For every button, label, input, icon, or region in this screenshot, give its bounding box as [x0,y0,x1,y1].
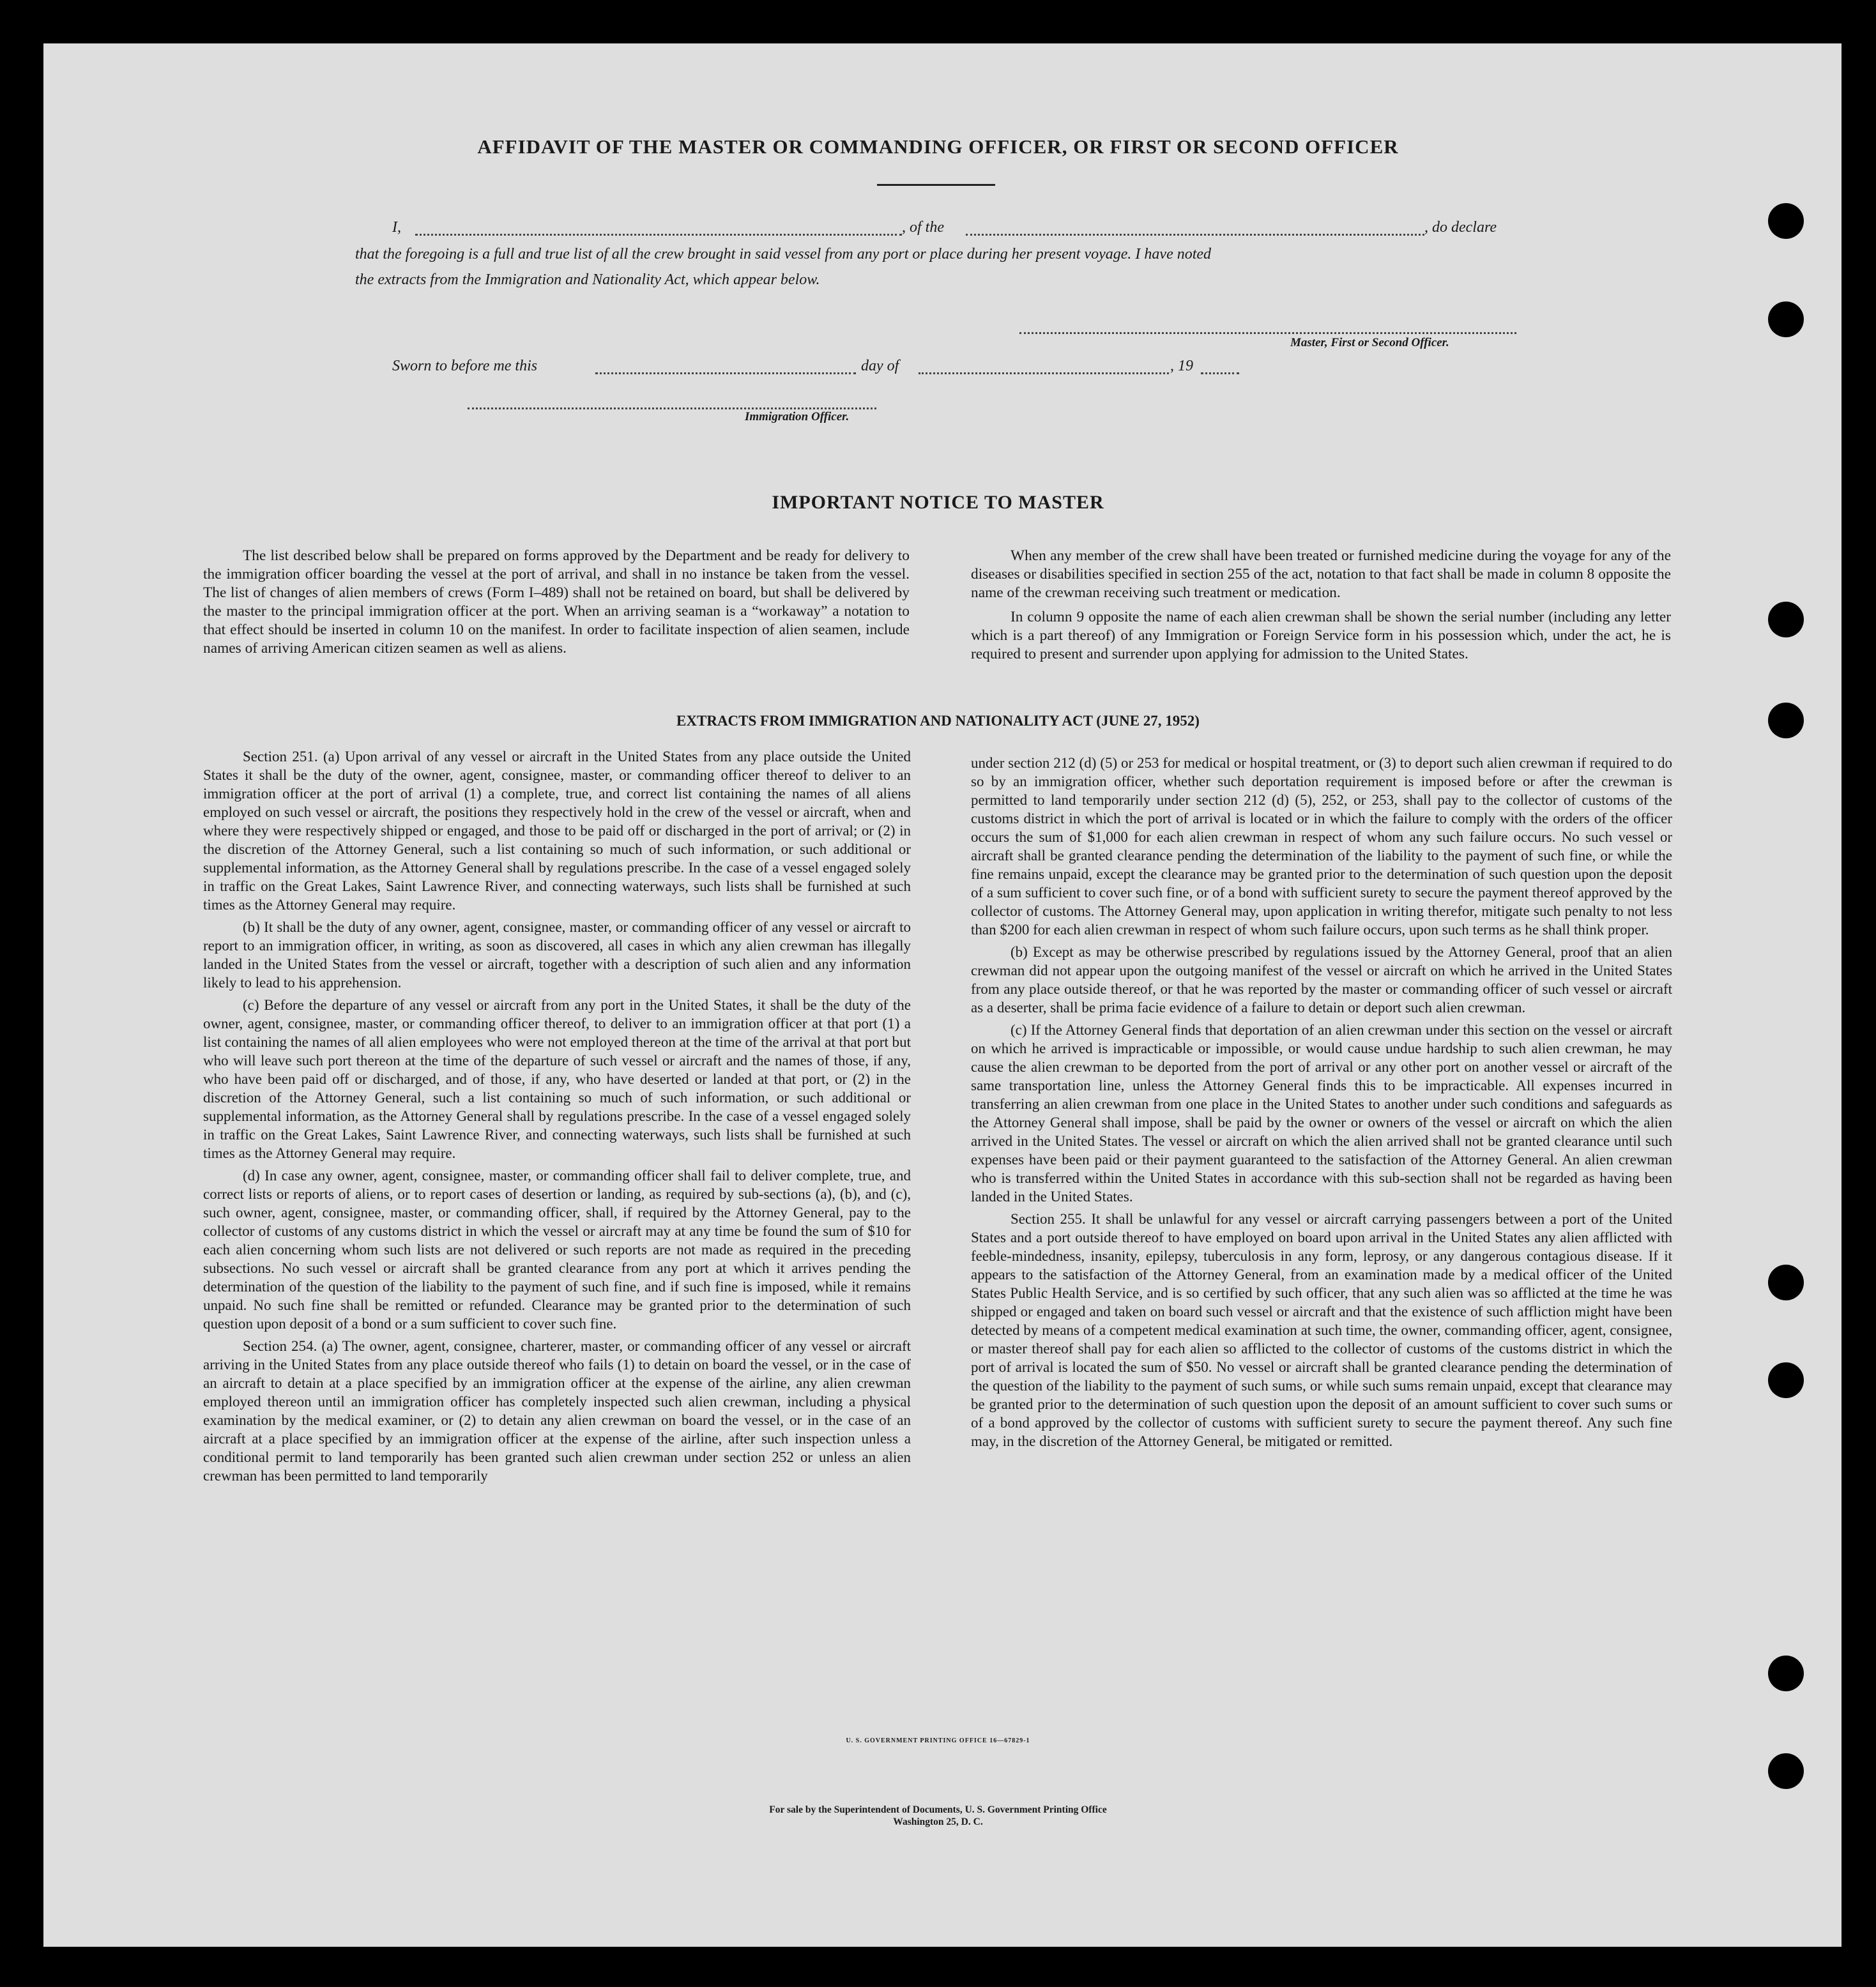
sale-notice-line1: For sale by the Superintendent of Documents, U. S. Government Printing Office [769,1804,1107,1815]
sale-notice-line2: Washington 25, D. C. [893,1816,983,1827]
notice-left-paragraph: The list described below shall be prepared on forms approved by the Department and be ready for delivery to the immigration officer boarding the vessel at the port of arrival, and shall in no instance be taken from the vessel. The list of changes of alien members of crews (Form I–489) shall not be retained on board, but shall be delivered by the master to the principal immigration officer at the port. When an arriving seaman is a “workaway” a notation to that effect should be inserted in column 10 on the manifest. In order to facilitate inspection of alien seamen, include names of arriving American citizen seamen as well as aliens. [203,547,910,657]
sworn-label: Sworn to before me this [392,358,538,374]
day-of-label: day of [861,358,899,374]
extracts-title: EXTRACTS FROM IMMIGRATION AND NATIONALITY ACT (JUNE 27, 1952) [676,713,1200,729]
immigration-officer-label: Immigration Officer. [745,410,850,423]
printer-imprint: U. S. GOVERNMENT PRINTING OFFICE 16—67829-1 [846,1737,1030,1744]
extract-section-255: Section 255. It shall be unlawful for any vessel or aircraft carrying passengers between a port of the United States and a port outside thereof to have employed on board upon arrival in the United States any alien afflicted with feeble-mindedness, insanity, epilepsy, tuberculosis in any form, leprosy, or any dangerous contagious disease. If it appears to the satisfaction of the Attorney General, from an examination made by a medical officer of the United States Public Health Service, and is so certified by such officer, that any such alien was so afflicted at the time he was shipped or engaged and taken on board such vessel or aircraft and that the existence of such affliction might have been detected by means of a competent medical examination at such time, the owner, commanding officer, agent, consignee, or master thereof shall pay for each alien so afflicted to the collector of customs of the customs district in which the port of arrival is located the sum of $50. No vessel or aircraft shall be granted clearance pending the determination of the question of the liability to the payment of such sums, or while such sums remain unpaid, except that clearance may be granted prior to the determination of such question upon the deposit of an amount sufficient to cover such sums or of a bond approved by the collector of customs with sufficient surety to secure the payment thereof. Any such fine may, in the discretion of the Attorney General, be mitigated or remitted. [971,1211,1672,1449]
punch-hole [1768,1362,1804,1398]
punch-hole [1768,1265,1804,1300]
master-signature-label: Master, First or Second Officer. [1290,336,1449,349]
extracts-left-column [203,747,911,1489]
sworn-year-field[interactable] [1201,372,1239,374]
affidavit-do-declare: , do declare [1424,219,1497,236]
extract-section-251c: (c) Before the departure of any vessel or aircraft from any port in the United States, it shall be the duty of the owner, agent, consignee, master, or commanding officer thereof, to deliver to an immigration officer at that port (1) a list containing the names of all alien employees who were not employed thereon at the time of the arrival at that port but who will leave such port thereon at the time of the departure of such vessel or aircraft and the names of those, if any, who have been paid off or discharged, and of those, if any, who have deserted or landed at that port, or (2) in the discretion of the Attorney General, such a list containing so much of such information, or such additional or supplemental information, as the Attorney General shall by regulations prescribe. In the case of a vessel engaged solely in traffic on the Great Lakes, Saint Lawrence River, and connecting waterways, such lists shall be furnished at such times as the Attorney General may require. [203,997,911,1161]
extract-section-254c: (c) If the Attorney General finds that deportation of an alien crewman under this section on the vessel or aircraft on which he arrived is impracticable or impossible, or would cause undue hardship to such alien crewman, he may cause the alien crewman to be deported from the port of arrival or any other port on another vessel or aircraft of the same transportation line, unless the Attorney General finds this to be impracticable. All expenses incurred in transferring an alien crewman from one place in the United States to another under such conditions and safeguards as the Attorney General shall impose, shall be paid by the owner or owners of the vessel or aircraft on which the alien arrived in the United States. The vessel or aircraft on which the alien arrived shall not be granted clearance until such expenses have been paid or their payment guaranteed to the satisfaction of the Attorney General. An alien crewman who is transferred within the United States in accordance with this sub-section shall not be regarded as having been landed in the United States. [971,1022,1672,1205]
declarant-name-field[interactable] [415,234,902,236]
extract-section-254a-continued: under section 212 (d) (5) or 253 for medical or hospital treatment, or (3) to deport such alien crewman if required to do so by an immigration officer, whether such deportation requirement is imposed before or after the crewman is permitted to land temporarily under section 212 (d) (5), 252, or 253, shall pay to the collector of customs of the customs district in which the port of arrival is located or in which the failure to comply with the orders of the officer occurs the sum of $1,000 for each alien crewman in respect of whom any such failure occurs. No such vessel or aircraft shall be granted clearance pending the determination of the liability to the payment of such fine, or while the fine remains unpaid, except the clearance may be granted prior to the determination of such question upon the deposit of a sum sufficient to cover such fine, or of a bond with sufficient surety to secure the payment thereof approved by the collector of customs. The Attorney General may, upon application in writing therefor, mitigate such penalty to not less than $200 for each alien crewman in respect of whom such failure occurs, upon such terms as he shall think proper. [971,755,1672,938]
notice-right-column [971,547,1671,669]
notice-right-paragraph-1: When any member of the crew shall have been treated or furnished medicine during the voyage for any of the diseases or disabilities specified in section 255 of the act, notation to that fact shall be made in column 8 opposite the name of the crewman receiving such treatment or medication. [971,547,1671,601]
affidavit-of-the: , of the [902,219,944,236]
extract-section-251a: Section 251. (a) Upon arrival of any vessel or aircraft in the United States from any place outside the United States it shall be the duty of the owner, agent, consignee, master, or commanding officer thereof to deliver to an immigration officer at the port of arrival (1) a complete, true, and correct list containing the names of all aliens employed on such vessel or aircraft, the positions they respectively hold in the crew of the vessel or aircraft, when and where they were respectively shipped or engaged, and those to be paid off or discharged in the port of arrival; or (2) in the discretion of the Attorney General, such a list containing so much of such information, or such additional or supplemental information, as the Attorney General shall by regulations prescribe. In the case of a vessel engaged solely in traffic on the Great Lakes, Saint Lawrence River, and connecting waterways, such lists shall be furnished at such times as the Attorney General may require. [203,749,911,913]
year-label: , 19 [1170,358,1193,374]
extract-section-251b: (b) It shall be the duty of any owner, agent, consignee, master, or commanding officer of any vessel or aircraft to report to an immigration officer, in writing, as soon as discovered, all cases in which any alien crewman has illegally landed in the United States from the vessel or aircraft, together with a description of such alien and any information likely to lead to his apprehension. [203,919,911,991]
punch-hole [1768,602,1804,637]
punch-hole [1768,1656,1804,1691]
immigration-officer-signature-line[interactable] [468,407,876,409]
extract-section-254b: (b) Except as may be otherwise prescribed by regulations issued by the Attorney General, proof that an alien crewman did not appear upon the outgoing manifest of the vessel or aircraft on which he arrived in the United States from any place outside thereof, or that he was reported by the master or commanding officer of such vessel or aircraft as a deserter, shall be prima facie evidence of a failure to detain or deport such alien crewman. [971,944,1672,1016]
master-signature-line[interactable] [1019,332,1516,334]
extract-section-251d: (d) In case any owner, agent, consignee, master, or commanding officer shall fail to deliver complete, true, and correct lists or reports of aliens, or to report cases of desertion or landing, as required by sub-sections (a), (b), and (c), such owner, agent, consignee, master, or commanding officer, shall, if required by the Attorney General, pay to the collector of customs of any customs district in which the vessel or aircraft may at any time be found the sum of $10 for each alien concerning whom such lists are not delivered or such reports are not made as required in the preceding subsections. No such vessel or aircraft shall be granted clearance from any port at which it arrives pending the determination of the question of the liability to the payment of such fine, and if such fine is imposed, while it remains unpaid. No such fine shall be remitted or refunded. Clearance may be granted prior to the determination of such question upon deposit of a bond or a sum sufficient to cover such fine. [203,1168,911,1332]
punch-hole [1768,1753,1804,1789]
sworn-day-field[interactable] [595,372,856,374]
sale-notice [0,1804,1876,1828]
affidavit-i: I, [392,219,401,236]
vessel-name-field[interactable] [966,234,1424,236]
extract-section-254a: Section 254. (a) The owner, agent, consignee, charterer, master, or commanding officer of any vessel or aircraft arriving in the United States from any place outside thereof who fails (1) to detain on board the vessel, or in the case of an aircraft to detain at a place specified by an immigration officer at the expense of the airline, any alien crewman employed thereon until an immigration officer has completely inspected such alien crewman, including a physical examination by the medical examiner, or (2) to detain any alien crewman on board the vessel, or in the case of an aircraft at a place specified by an immigration officer at the expense of the airline, after such inspection unless a conditional permit to land temporarily has been granted such alien crewman under section 252 or unless an alien crewman has been permitted to land temporarily [203,1338,911,1484]
notice-left-column [203,547,910,664]
title-rule [877,184,995,186]
notice-right-paragraph-2: In column 9 opposite the name of each alien crewman shall be shown the serial number (including any letter which is a part thereof) of any Immigration or Foreign Service form in his possession which, under the act, he is required to present and surrender upon applying for admission to the United States. [971,609,1671,662]
sworn-month-field[interactable] [919,372,1169,374]
affidavit-title: AFFIDAVIT OF THE MASTER OR COMMANDING OFFICER, OR FIRST OR SECOND OFFICER [477,135,1399,158]
notice-title: IMPORTANT NOTICE TO MASTER [772,492,1104,513]
punch-hole [1768,203,1804,239]
affidavit-statement-line3: the extracts from the Immigration and Nationality Act, which appear below. [355,271,820,288]
affidavit-statement-line2: that the foregoing is a full and true list of all the crew brought in said vessel from any port or place during her present voyage. I have noted [355,246,1212,263]
extracts-right-column [971,754,1672,1454]
punch-hole [1768,301,1804,337]
